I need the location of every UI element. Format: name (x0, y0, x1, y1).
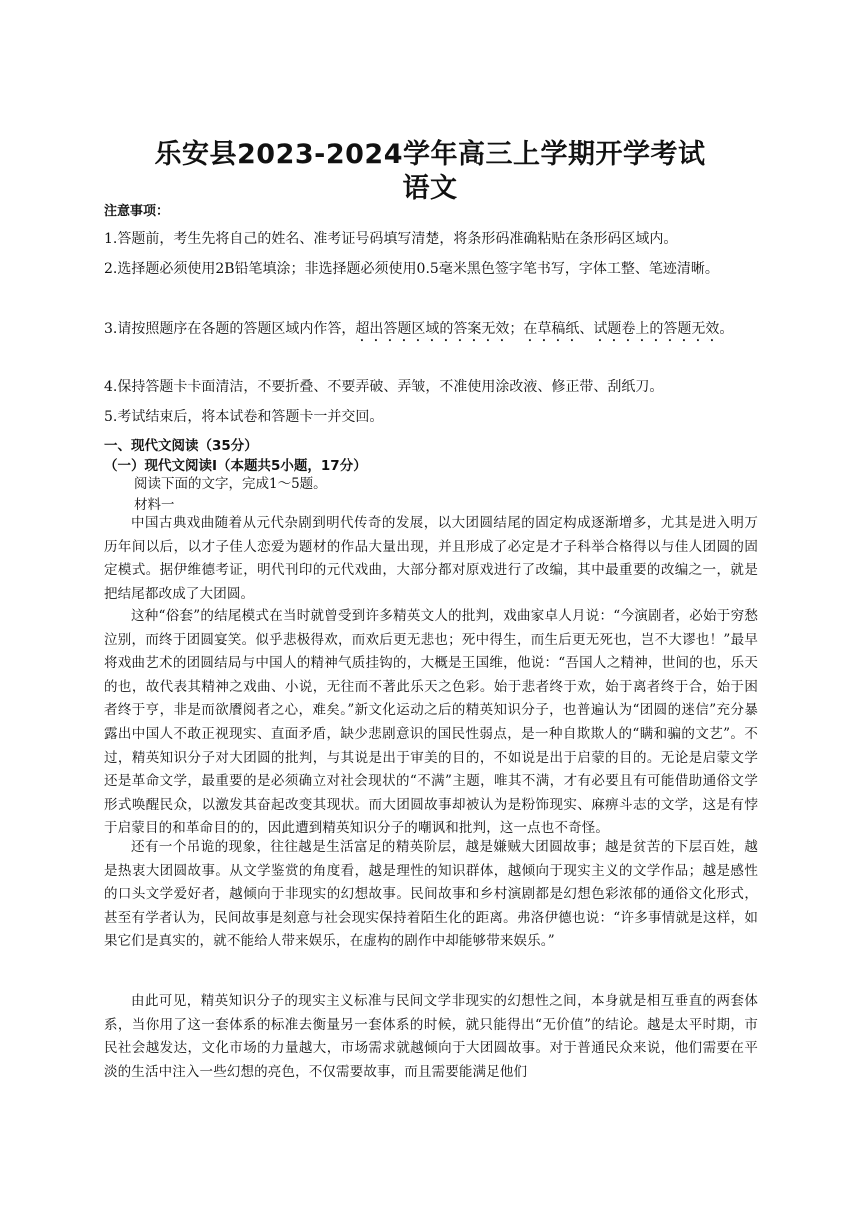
notices-heading: 注意事项： (104, 204, 170, 219)
notice-item-1: 1.答题前，考生先将自己的姓名、准考证号码填写清楚，将条形码准确粘贴在条形码区域内。 (104, 231, 678, 247)
passage-paragraph-4: 由此可见，精英知识分子的现实主义标准与民间文学非现实的幻想性之间，本身就是相互垂直的两套体系，当你用了这一套体系的标准去衡量另一套体系的时候，就只能得出“无价值”的结论。越是太平时期，市民社会越发达，文化市场的力量越大，市场需求就越倾向于大团圆故事。对于普通民众来说，他们需要在平淡的生活中注入一些幻想的亮色，不仅需要故事，而且需要能满足他们 (104, 993, 758, 1080)
reading-instruction: 阅读下面的文字，完成1～5题。 (134, 476, 327, 492)
section-subheading: （一）现代文阅读Ⅰ（本题共5小题，17分） (104, 458, 367, 474)
passage-paragraph-3: 还有一个吊诡的现象，往往越是生活富足的精英阶层，越是嫌贼大团圆故事；越是贫苦的下层百姓，越是热衷大团圆故事。从文学鉴赏的角度看，越是理性的知识群体，越倾向于现实主义的文学作品；越是感性的口头文学爱好者，越倾向于非现实的幻想故事。民间故事和乡村演剧都是幻想色彩浓郁的通俗文化形式，甚至有学者认为，民间故事是刻意与社会现实保持着陌生化的距离。弗洛伊德也说：“许多事情就是这样，如果它们是真实的，就不能给人带来娱乐，在虚构的剧作中却能够带来娱乐。” (104, 839, 758, 950)
exam-title: 乐安县2023-2024学年高三上学期开学考试 (154, 139, 706, 170)
notice-item-4: 4.保持答题卡卡面清洁，不要折叠、不要弄破、弄皱，不准使用涂改液、修正带、刮纸刀。 (104, 379, 664, 395)
notice-item-3-emphasis: 超出答题区域的答案无效；在草稿纸、试题卷上的答题无效 (355, 321, 720, 337)
material-label: 材料一 (134, 497, 175, 513)
notice-item-5: 5.考试结束后，将本试卷和答题卡一并交回。 (104, 409, 384, 425)
notice-item-3-start: 3.请按照题序在各题的答题区域内作答， (104, 321, 356, 337)
notice-item-2: 2.选择题必须使用2B铅笔填涂；非选择题必须使用0.5毫米黑色签字笔书写，字体工整、笔迹清晰。 (104, 261, 719, 277)
notice-item-3 (104, 314, 759, 345)
notice-item-3-end: 。 (719, 321, 734, 337)
exam-subject: 语文 (402, 173, 458, 204)
section-heading: 一、现代文阅读（35分） (104, 438, 258, 454)
passage-paragraph-2: 这种“俗套”的结尾模式在当时就曾受到许多精英文人的批判，戏曲家卓人月说：“今演剧者，必始于穷愁泣别，而终于团圆宴笑。似乎悲极得欢，而欢后更无悲也；死中得生，而生后更无死也，岂不大谬也！”最早将戏曲艺术的团圆结局与中国人的精神气质挂钩的，大概是王国维，他说：“吾国人之精神，世间的也，乐天的也，故代表其精神之戏曲、小说，无往而不著此乐天之色彩。始于悲者终于欢，始于离者终于合，始于困者终于亨，非是而欲餍阅者之心，难矣。”新文化运动之后的精英知识分子，也普遍认为“团圆的迷信”充分暴露出中国人不敢正视现实、直面矛盾，缺少悲剧意识的国民性弱点，是一种自欺欺人的“瞒和骗的文艺”。不过，精英知识分子对大团圆的批判，与其说是出于审美的目的，不如说是出于启蒙的目的。无论是启蒙文学还是革命文学，最重要的是必须确立对社会现状的“不满”主题，唯其不满，才有必要且有可能借助通俗文学形式唤醒民众，以激发其奋起改变其现状。而大团圆故事却被认为是粉饰现实、麻痹斗志的文学，这是有悖于启蒙目的和革命目的的，因此遭到精英知识分子的嘲讽和批判，这一点也不奇怪。 (104, 608, 758, 837)
passage-paragraph-1: 中国古典戏曲随着从元代杂剧到明代传奇的发展，以大团圆结尾的固定构成逐渐增多，尤其是进入明万历年间以后，以才子佳人恋爱为题材的作品大量出现，并且形成了必定是才子科举合格得以与佳人团圆的固定模式。据伊维德考证，明代刊印的元代戏曲，大部分都对原戏进行了改编，其中最重要的改编之一，就是把结尾都改成了大团圆。 (104, 515, 758, 602)
